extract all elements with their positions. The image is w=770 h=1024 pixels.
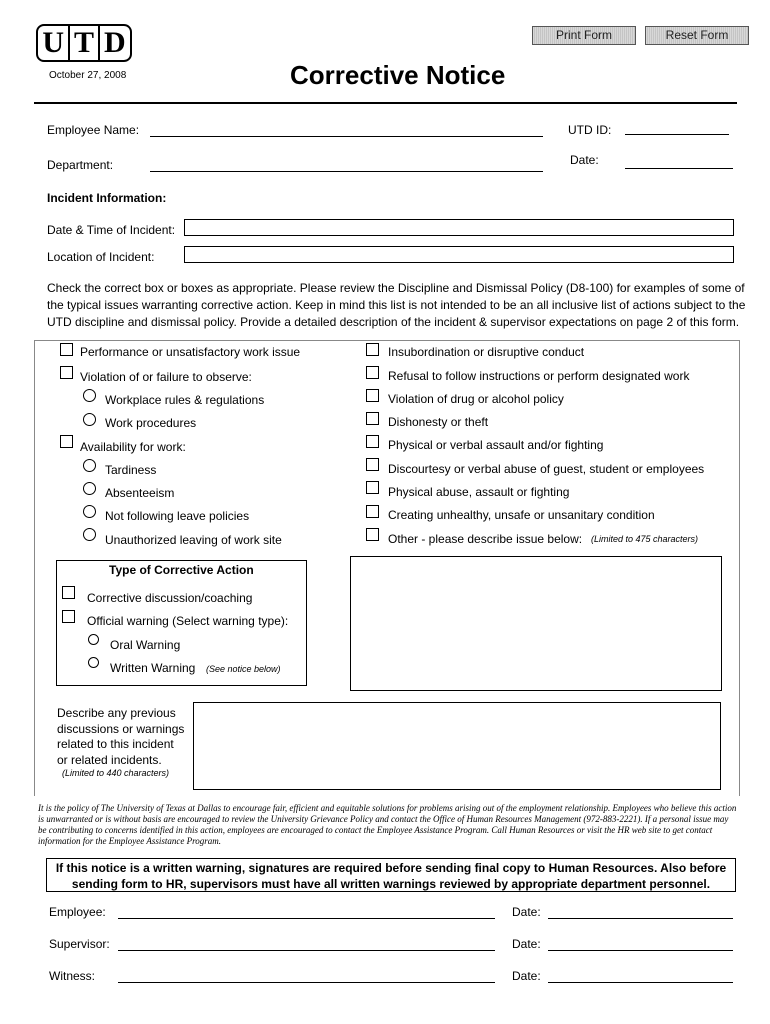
- utd-id-field[interactable]: [625, 134, 729, 135]
- written-warning-note: (See notice below): [206, 664, 281, 674]
- witness-signature-label: Witness:: [49, 969, 96, 983]
- unauthorized-leaving-radio[interactable]: [83, 528, 96, 541]
- unsafe-condition-checkbox[interactable]: [366, 505, 379, 518]
- incident-datetime-input[interactable]: [184, 219, 734, 236]
- other-checkbox[interactable]: [366, 528, 379, 541]
- issue-label: Physical or verbal assault and/or fighting: [388, 438, 604, 452]
- instructions-line: UTD discipline and dismissal policy. Provide a detailed description of the incident & supervisor expectations on page 2 of this form.: [47, 315, 740, 329]
- other-label: Other - please describe issue below:: [388, 532, 583, 546]
- corrective-discussion-checkbox[interactable]: [62, 586, 75, 599]
- reset-form-button[interactable]: Reset Form: [645, 26, 749, 45]
- employee-name-label: Employee Name:: [47, 123, 140, 137]
- utd-logo: [36, 24, 132, 62]
- official-warning-checkbox[interactable]: [62, 610, 75, 623]
- official-warning-label: Official warning (Select warning type):: [87, 614, 289, 628]
- insubordination-checkbox[interactable]: [366, 343, 379, 356]
- instructions-line: the typical issues warranting corrective action. Keep in mind this list is not intended to be an all inclusive list of actions subject to the: [47, 298, 746, 312]
- page-title: Corrective Notice: [290, 60, 506, 90]
- incident-location-input[interactable]: [184, 246, 734, 263]
- previous-label-line: discussions or warnings: [57, 721, 185, 736]
- leave-policies-radio[interactable]: [83, 505, 96, 518]
- dishonesty-checkbox[interactable]: [366, 412, 379, 425]
- department-field[interactable]: [150, 171, 543, 172]
- corrective-discussion-label: Corrective discussion/coaching: [87, 591, 253, 605]
- issue-label: Dishonesty or theft: [388, 415, 489, 429]
- supervisor-signature-label: Supervisor:: [49, 937, 110, 951]
- issue-label: Violation of drug or alcohol policy: [388, 392, 564, 406]
- supervisor-date-label: Date:: [512, 937, 541, 951]
- employee-date-label: Date:: [512, 905, 541, 919]
- oral-warning-label: Oral Warning: [110, 638, 181, 652]
- discourtesy-checkbox[interactable]: [366, 458, 379, 471]
- previous-label-line: Describe any previous: [57, 706, 176, 720]
- previous-label-line: related to this incident: [57, 737, 174, 751]
- violation-checkbox[interactable]: [60, 366, 73, 379]
- policy-statement: It is the policy of The University of Texas at Dallas to encourage fair, efficient and equitable solutions for problems arising out of the employment relationship. Employees who believe this action is unwarranted or is without basis are encouraged to review the University Grievance Policy and contact the Office of Human Resources Management (972-883-2221). If a personal issue may be contributing to concerns identified in this action, employees are encouraged to contact the Employee Assistance Program. Call Human Resources or visit the HR web site to get contact information for the Employee Assistance Program.: [38, 803, 737, 846]
- availability-checkbox[interactable]: [60, 435, 73, 448]
- header-divider: [34, 102, 737, 104]
- issue-label: Discourtesy or verbal abuse of guest, student or employees: [388, 462, 705, 476]
- oral-warning-radio[interactable]: [88, 634, 99, 645]
- other-limit-note: (Limited to 475 characters): [591, 534, 699, 544]
- employee-signature-label: Employee:: [49, 905, 106, 919]
- supervisor-date-field[interactable]: [548, 950, 733, 951]
- availability-label: Availability for work:: [80, 440, 186, 454]
- instructions-paragraph: [47, 280, 747, 331]
- written-warning-notice: [46, 858, 736, 892]
- previous-description-textarea[interactable]: [193, 702, 721, 790]
- absenteeism-label: Absenteeism: [105, 486, 175, 500]
- department-label: Department:: [47, 158, 114, 172]
- other-description-textarea[interactable]: [350, 556, 722, 691]
- performance-label: Performance or unsatisfactory work issue: [80, 345, 301, 359]
- written-warning-label: Written Warning: [110, 661, 196, 675]
- tardiness-label: Tardiness: [105, 463, 157, 477]
- performance-checkbox[interactable]: [60, 343, 73, 356]
- previous-label: [57, 706, 184, 768]
- print-form-button[interactable]: Print Form: [532, 26, 636, 45]
- employee-name-field[interactable]: [150, 136, 543, 137]
- date-field[interactable]: [625, 168, 733, 169]
- employee-signature-field[interactable]: [118, 918, 495, 919]
- witness-signature-field[interactable]: [118, 982, 495, 983]
- workplace-rules-label: Workplace rules & regulations: [105, 393, 265, 407]
- instructions-line: Check the correct box or boxes as appropriate. Please review the Discipline and Dismissal Policy (D8-100) for examples of some of: [47, 281, 745, 295]
- refusal-checkbox[interactable]: [366, 366, 379, 379]
- physical-abuse-checkbox[interactable]: [366, 481, 379, 494]
- employee-date-field[interactable]: [548, 918, 733, 919]
- supervisor-signature-field[interactable]: [118, 950, 495, 951]
- witness-date-field[interactable]: [548, 982, 733, 983]
- violation-label: Violation of or failure to observe:: [80, 370, 252, 384]
- notice-line: If this notice is a written warning, signatures are required before sending final copy to Human Resources. Also before: [55, 861, 727, 875]
- issue-label: Physical abuse, assault or fighting: [388, 485, 570, 499]
- form-date: October 27, 2008: [49, 70, 127, 81]
- notice-line: sending form to HR, supervisors must have all written warnings reviewed by appropriate department personnel.: [71, 877, 711, 891]
- issue-label: Insubordination or disruptive conduct: [388, 345, 585, 359]
- logo-letter-d: D: [104, 26, 126, 59]
- logo-letter-u: U: [42, 26, 64, 59]
- written-warning-radio[interactable]: [88, 657, 99, 668]
- logo-letter-t: T: [68, 26, 100, 60]
- issue-label: Refusal to follow instructions or perform designated work: [388, 369, 690, 383]
- unauthorized-leaving-label: Unauthorized leaving of work site: [105, 533, 282, 547]
- incident-datetime-label: Date & Time of Incident:: [47, 223, 176, 237]
- absenteeism-radio[interactable]: [83, 482, 96, 495]
- work-procedures-radio[interactable]: [83, 413, 96, 426]
- leave-policies-label: Not following leave policies: [105, 509, 250, 523]
- previous-limit-note: (Limited to 440 characters): [62, 768, 170, 778]
- issue-label: Creating unhealthy, unsafe or unsanitary condition: [388, 508, 655, 522]
- assault-checkbox[interactable]: [366, 435, 379, 448]
- tardiness-radio[interactable]: [83, 459, 96, 472]
- utd-id-label: UTD ID:: [568, 123, 612, 137]
- incident-heading: Incident Information:: [47, 191, 167, 205]
- workplace-rules-radio[interactable]: [83, 389, 96, 402]
- previous-label-line: or related incidents.: [57, 752, 162, 767]
- work-procedures-label: Work procedures: [105, 416, 197, 430]
- incident-location-label: Location of Incident:: [47, 250, 155, 264]
- date-label: Date:: [570, 153, 599, 167]
- witness-date-label: Date:: [512, 969, 541, 983]
- drug-alcohol-checkbox[interactable]: [366, 389, 379, 402]
- corrective-action-heading: Type of Corrective Action: [109, 563, 254, 577]
